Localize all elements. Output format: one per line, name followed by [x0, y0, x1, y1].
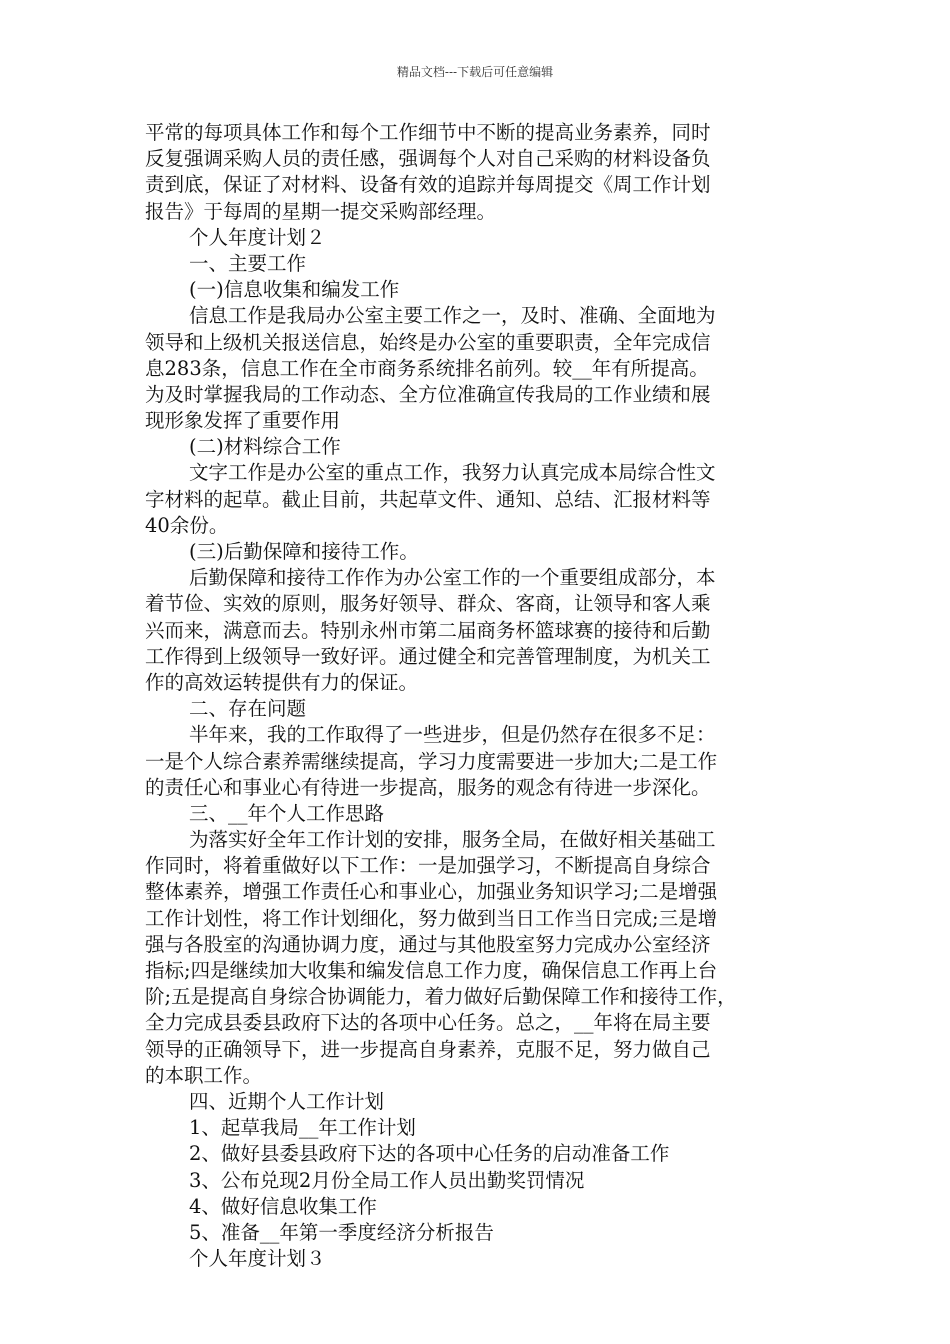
text-line: 3、公布兑现2月份全局工作人员出勤奖罚情况 [189, 1168, 585, 1192]
text-line: 息283条，信息工作在全市商务系统排名前列。较__年有所提高。 [145, 356, 709, 380]
text-line: 着节俭、实效的原则，服务好领导、群众、客商，让领导和客人乘 [145, 592, 711, 616]
text-line: 兴而来，满意而去。特别永州市第二届商务杯篮球赛的接待和后勤 [145, 618, 711, 642]
text-line: 领导的正确领导下，进一步提高自身素养，克服不足，努力做自己 [145, 1037, 711, 1061]
text-line: 阶;五是提高自身综合协调能力，着力做好后勤保障工作和接待工作， [145, 985, 737, 1009]
page-header: 精品文档---下载后可任意编辑 [396, 65, 554, 79]
text-line: 字材料的起草。截止目前，共起草文件、通知、总结、汇报材料等 [145, 487, 711, 511]
text-line: 平常的每项具体工作和每个工作细节中不断的提高业务素养，同时 [145, 121, 711, 144]
text-line: 1、起草我局__年工作计划 [189, 1116, 416, 1140]
text-line: 为及时掌握我局的工作动态、全方位准确宣传我局的工作业绩和展 [145, 382, 711, 406]
text-line: 40余份。 [145, 513, 229, 537]
text-line: (一)信息收集和编发工作 [189, 278, 400, 302]
text-line: 个人年度计划３ [189, 1247, 326, 1271]
text-line: 4、做好信息收集工作 [189, 1194, 377, 1218]
text-line: 四、近期个人工作计划 [189, 1089, 385, 1113]
text-line: 2、做好县委县政府下达的各项中心任务的启动准备工作 [189, 1142, 670, 1166]
text-line: 作同时，将着重做好以下工作：一是加强学习，不断提高自身综合 [145, 854, 711, 878]
text-line: 工作计划性，将工作计划细化，努力做到当日工作当日完成;三是增 [145, 906, 718, 930]
text-line: 半年来，我的工作取得了一些进步，但是仍然存在很多不足： [189, 723, 716, 747]
text-line: 报告》于每周的星期一提交采购部经理。 [145, 199, 497, 223]
text-line: (三)后勤保障和接待工作。 [189, 540, 419, 563]
text-line: 工作得到上级领导一致好评。通过健全和完善管理制度，为机关工 [145, 644, 711, 668]
text-line: 一、主要工作 [189, 251, 307, 275]
text-line: 指标;四是继续加大收集和编发信息工作力度，确保信息工作再上台 [145, 959, 718, 982]
text-line: 责到底，保证了对材料、设备有效的追踪并每周提交《周工作计划 [145, 173, 711, 197]
text-line: 全力完成县委县政府下达的各项中心任务。总之，__年将在局主要 [145, 1011, 711, 1035]
text-line: 为落实好全年工作计划的安排，服务全局，在做好相关基础工 [189, 828, 716, 852]
text-line: 的本职工作。 [145, 1063, 263, 1087]
text-line: 作的高效运转提供有力的保证。 [145, 670, 419, 694]
text-line: 反复强调采购人员的责任感，强调每个人对自己采购的材料设备负 [145, 147, 711, 171]
text-line: 整体素养，增强工作责任心和事业心，加强业务知识学习;二是增强 [145, 880, 718, 904]
text-line: 信息工作是我局办公室主要工作之一，及时、准确、全面地为 [189, 304, 716, 328]
text-line: 的责任心和事业心有待进一步提高，服务的观念有待进一步深化。 [145, 775, 711, 799]
text-line: 三、__年个人工作思路 [189, 801, 385, 825]
text-line: 现形象发挥了重要作用 [145, 409, 341, 433]
text-line: 个人年度计划２ [189, 225, 326, 249]
text-line: 二、存在问题 [189, 697, 307, 721]
text-line: 领导和上级机关报送信息，始终是办公室的重要职责，全年完成信 [145, 330, 711, 354]
text-line: (二)材料综合工作 [189, 435, 341, 459]
document-body [145, 120, 809, 1272]
text-line: 强与各股室的沟通协调力度，通过与其他股室努力完成办公室经济 [145, 932, 711, 956]
text-line: 5、准备__年第一季度经济分析报告 [189, 1220, 494, 1244]
text-line: 后勤保障和接待工作作为办公室工作的一个重要组成部分，本 [189, 566, 716, 590]
text-line: 文字工作是办公室的重点工作，我努力认真完成本局综合性文 [189, 461, 716, 485]
text-line: 一是个人综合素养需继续提高，学习力度需要进一步加大;二是工作 [145, 749, 718, 773]
